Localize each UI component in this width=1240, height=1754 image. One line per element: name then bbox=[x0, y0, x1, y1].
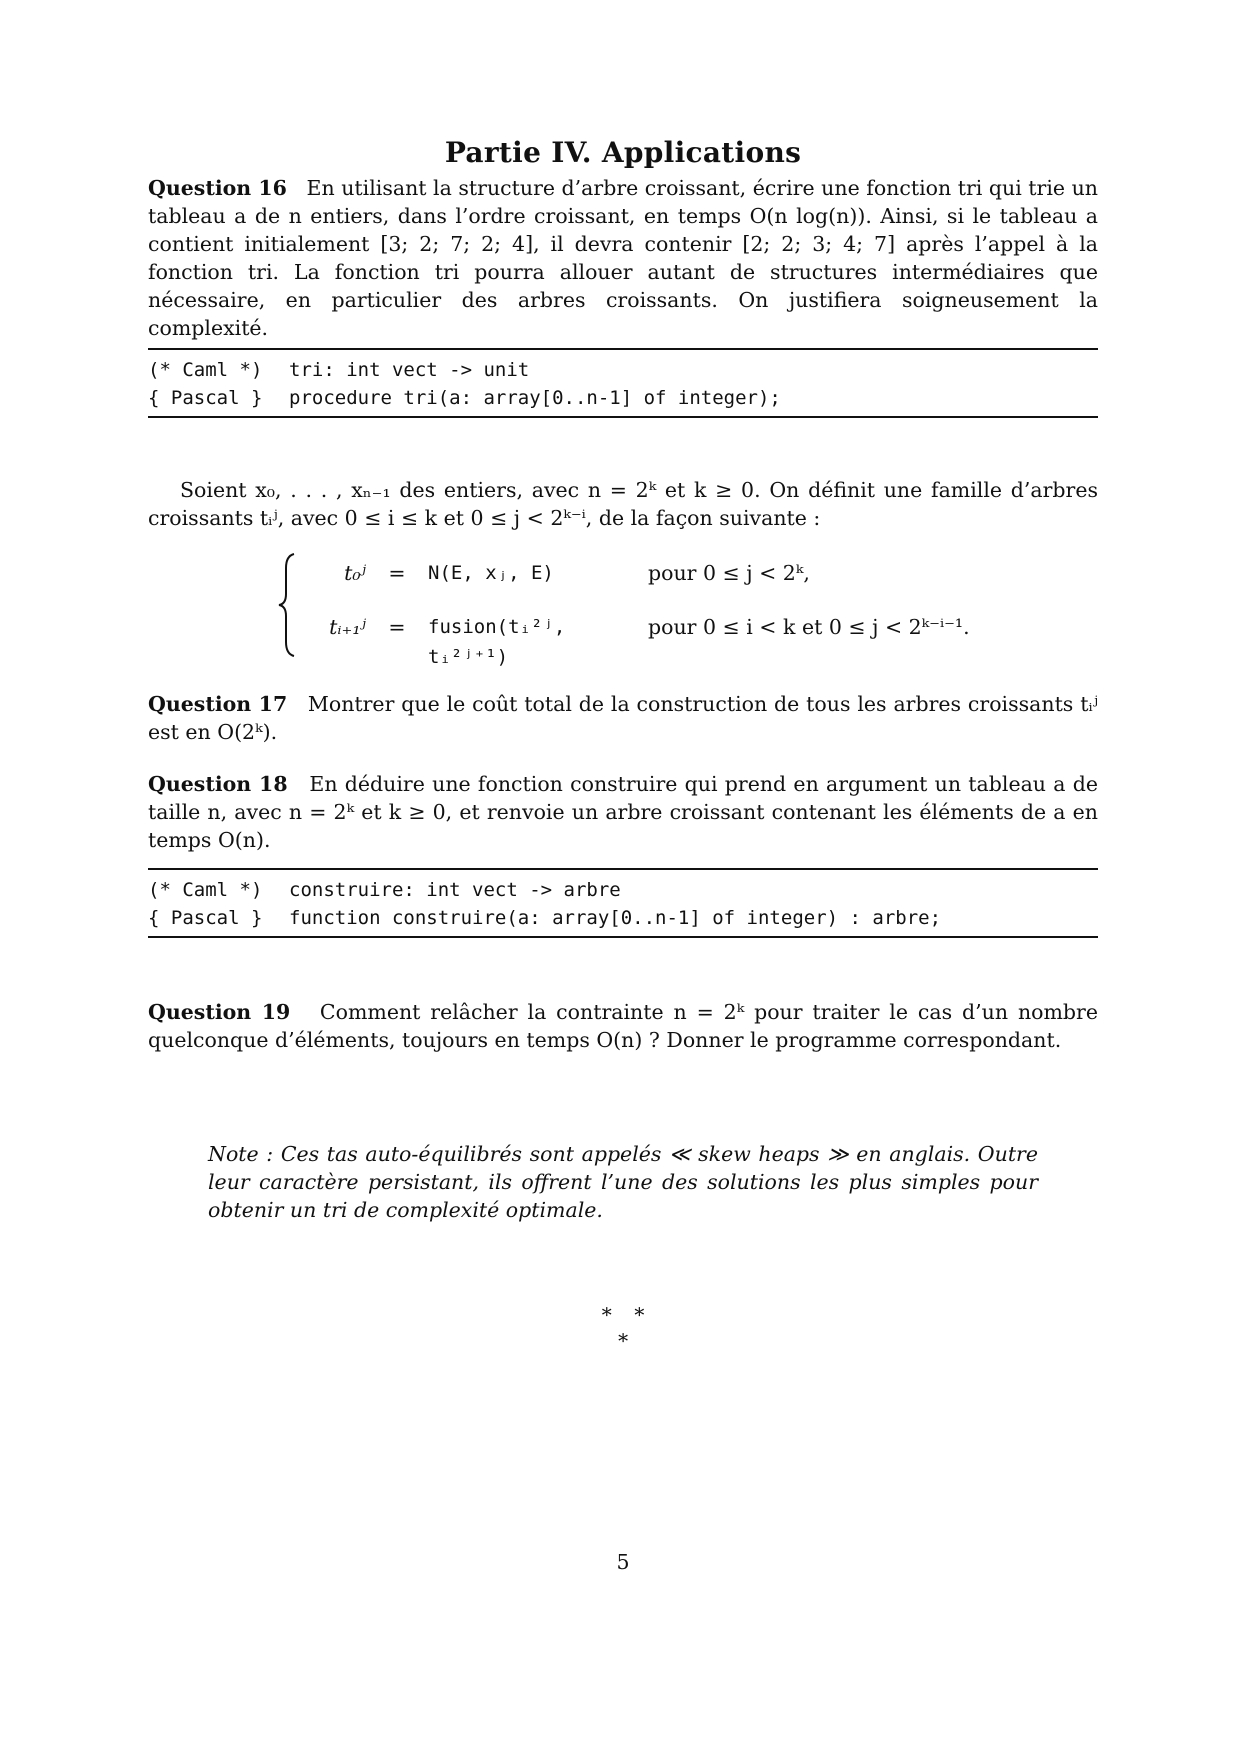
equation-2-lhs: tᵢ₊₁ʲ bbox=[329, 615, 366, 639]
code-lang-caml: (* Caml *) bbox=[148, 879, 263, 901]
asterisks-line-2: ∗ bbox=[616, 1325, 630, 1349]
code-sig-pascal: function construire(a: array[0..n-1] of integer) : arbre; bbox=[289, 907, 942, 929]
equation-row-2 bbox=[316, 612, 970, 668]
section-title: Partie IV. Applications bbox=[444, 136, 802, 169]
code-lang-pascal: { Pascal } bbox=[148, 907, 263, 929]
left-brace-icon bbox=[276, 550, 298, 660]
code-row-caml bbox=[148, 356, 1098, 384]
equation-1-lhs: t₀ʲ bbox=[344, 561, 366, 585]
equation-2-equals: = bbox=[388, 615, 406, 639]
intro-paragraph: Soient x₀, . . . , xₙ₋₁ des entiers, avec n = 2ᵏ et k ≥ 0. On définit une famille d’arbres croissants tᵢʲ, avec 0 ≤ i ≤ k et 0 ≤ j < 2ᵏ⁻ⁱ, de la façon suivante : bbox=[148, 478, 1098, 530]
question-18 bbox=[148, 770, 1098, 854]
question-19-label: Question 19 bbox=[148, 1000, 291, 1024]
question-19 bbox=[148, 998, 1098, 1054]
equation-2-condition: pour 0 ≤ i < k et 0 ≤ j < 2ᵏ⁻ⁱ⁻¹. bbox=[648, 615, 970, 639]
equation-row-1 bbox=[316, 558, 810, 588]
equation-1-equals: = bbox=[388, 561, 406, 585]
question-19-text: Comment relâcher la contrainte n = 2ᵏ pour traiter le cas d’un nombre quelconque d’éléments, toujours en temps O(n) ? Donner le programme correspondant. bbox=[148, 1000, 1098, 1052]
code-sig-caml: tri: int vect -> unit bbox=[289, 359, 530, 381]
equation-system bbox=[276, 550, 1096, 668]
code-signature-tri bbox=[148, 348, 1098, 418]
code-row-pascal bbox=[148, 904, 1098, 932]
equation-1-rhs: N(E, xⱼ, E) bbox=[428, 562, 554, 584]
question-18-text: En déduire une fonction construire qui prend en argument un tableau a de taille n, avec n = 2ᵏ et k ≥ 0, et renvoie un arbre croissant contenant les éléments de a en temps O(n). bbox=[148, 772, 1098, 852]
question-16-label: Question 16 bbox=[148, 176, 287, 200]
question-17-label: Question 17 bbox=[148, 692, 288, 716]
code-lang-caml: (* Caml *) bbox=[148, 359, 263, 381]
code-row-pascal bbox=[148, 384, 1098, 412]
code-signature-construire bbox=[148, 868, 1098, 938]
code-row-caml bbox=[148, 876, 1098, 904]
page-number: 5 bbox=[616, 1550, 630, 1574]
code-sig-caml: construire: int vect -> arbre bbox=[289, 879, 621, 901]
note-paragraph: Note : Ces tas auto-équilibrés sont appelés ≪ skew heaps ≫ en anglais. Outre leur caractère persistant, ils offrent l’une des solutions les plus simples pour obtenir un tri de complexité optimale. bbox=[208, 1142, 1038, 1222]
question-18-label: Question 18 bbox=[148, 772, 288, 796]
code-sig-pascal: procedure tri(a: array[0..n-1] of integer); bbox=[289, 387, 781, 409]
question-17 bbox=[148, 690, 1098, 746]
end-asterisks bbox=[148, 1298, 1098, 1350]
equation-2-rhs: fusion(tᵢ²ʲ, tᵢ²ʲ⁺¹) bbox=[428, 616, 566, 668]
question-16-text: En utilisant la structure d’arbre croissant, écrire une fonction tri qui trie un tableau a de n entiers, dans l’ordre croissant, en temps O(n log(n)). Ainsi, si le tableau a contient initialement [3; 2; 7; 2; 4], il devra contenir [2; 2; 3; 4; 7] après l’appel à la fonction tri. La fonction tri pourra allouer autant de structures intermédiaires que nécessaire, en particulier des arbres croissants. On justifiera soigneusement la complexité. bbox=[148, 176, 1098, 340]
equation-1-condition: pour 0 ≤ j < 2ᵏ, bbox=[648, 561, 810, 585]
code-lang-pascal: { Pascal } bbox=[148, 387, 263, 409]
question-16 bbox=[148, 174, 1098, 342]
question-17-text: Montrer que le coût total de la construction de tous les arbres croissants tᵢʲ est en O(2ᵏ). bbox=[148, 692, 1098, 744]
asterisks-line-1: ∗ ∗ bbox=[599, 1299, 647, 1323]
